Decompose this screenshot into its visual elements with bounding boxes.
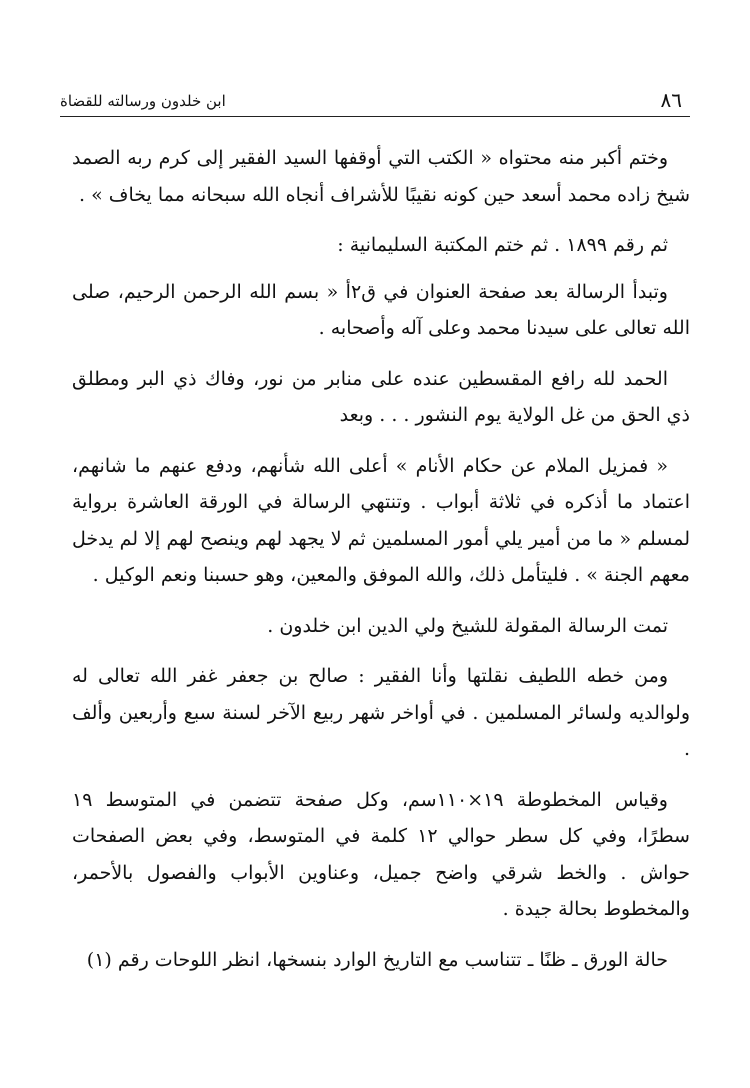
paragraph-paper-condition: حالة الورق ـ ظنًا ـ تتناسب مع التاريخ الوارد بنسخها، انظر اللوحات رقم (١)	[86, 948, 668, 971]
paragraph-seal-description: وختم أكبر منه محتواه « الكتب التي أوقفها السيد الفقير إلى كرم ربه الصمد شيخ زاده محمد أسعد حين كونه نقيبًا للأشراف أنجاه الله سبحانه مما يخاف » .	[72, 147, 690, 206]
paragraph-manuscript-dimensions: وقياس المخطوطة ١٩×١١٠سم، وكل صفحة تتضمن في المتوسط ١٩ سطرًا، وفي كل سطر حوالي ١٢ كلمة في المتوسط، وفي بعض الصفحات حواش . والخط شرقي واضح جميل، وعناوين الأبواب والفصول بالأحمر، والمخطوط بحالة جيدة .	[72, 788, 690, 920]
paragraph-copyist: ومن خطه اللطيف نقلتها وأنا الفقير : صالح بن جعفر غفر الله تعالى له ولوالديه ولسائر المسلمين . في أواخر شهر ربيع الآخر لسنة سبع وأربعين وألف .	[72, 665, 690, 760]
paragraph-praise: الحمد لله رافع المقسطين عنده على منابر من نور، وفاك ذي البر ومطلق ذي الحق من غل الولاية يوم النشور . . . وبعد	[72, 367, 690, 426]
paragraph-opening: وتبدأ الرسالة بعد صفحة العنوان في ق٢أ « بسم الله الرحمن الرحيم، صلى الله تعالى على سيدنا محمد وعلى آله وأصحابه .	[72, 280, 690, 339]
body-text	[72, 140, 690, 992]
paragraph-contents-and-ending: « فمزيل الملام عن حكام الأنام » أعلى الله شأنهم، ودفع عنهم ما شانهم، اعتماد ما أذكره في ثلاثة أبواب . وتنتهي الرسالة في الورقة العاشرة برواية لمسلم « ما من أمير يلي أمور المسلمين ثم لا يجهد لهم وينصح لهم إلا لم يدخل معهم الجنة » . فليتأمل ذلك، والله الموفق والمعين، وهو حسبنا ونعم الوكيل .	[72, 454, 690, 586]
paragraph-number-and-seal: ثم رقم ١٨٩٩ . ثم ختم المكتبة السليمانية :	[337, 234, 668, 256]
paragraph-completion: تمت الرسالة المقولة للشيخ ولي الدين ابن خلدون .	[267, 614, 668, 637]
running-header	[60, 88, 690, 117]
running-title: ابن خلدون ورسالته للقضاة	[60, 92, 226, 110]
page-number: ٨٦	[660, 88, 682, 112]
